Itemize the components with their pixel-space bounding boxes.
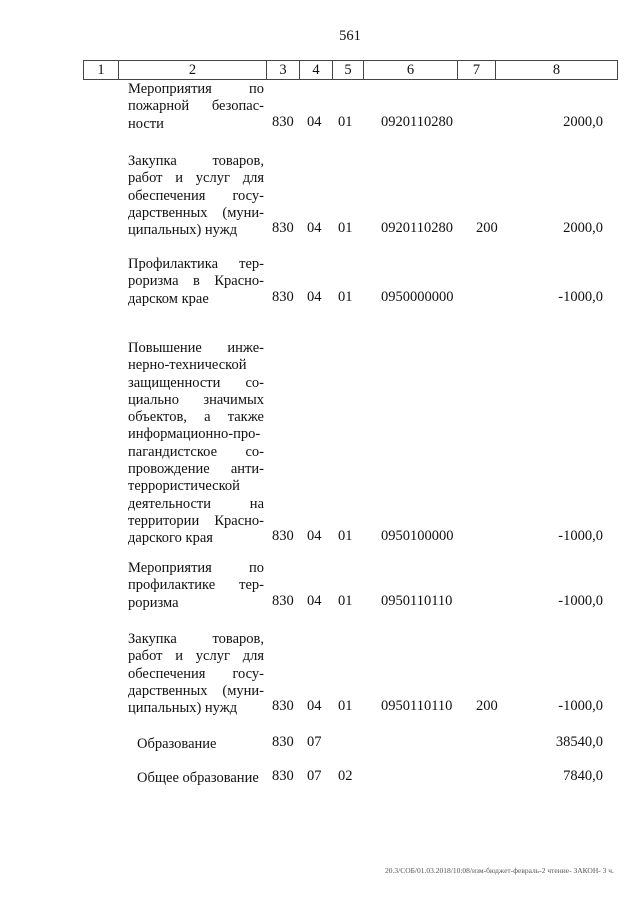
header-col-7: 7 [458,61,496,79]
cell-c6: 0920110280 [381,113,453,130]
description-line: Закупка товаров, [128,631,264,647]
description-line: обеспечения госу- [128,665,264,682]
header-col-2: 2 [119,61,267,79]
cell-c6: 0920110280 [381,220,453,237]
description-line: провождение анти- [128,461,264,478]
cell-c3: 830 [272,592,294,609]
description-line: нерно-технической [128,357,247,374]
header-col-1: 1 [84,61,119,79]
row-description [137,770,273,787]
cell-c5: 02 [338,768,353,784]
cell-c8: -1000,0 [558,592,603,609]
description-line: ности [128,115,164,132]
cell-c3: 830 [272,220,294,237]
cell-c6: 0950110110 [381,698,453,715]
description-line: ципальных) нужд [128,222,238,239]
cell-c5: 01 [338,288,353,305]
page-number: 561 [339,28,361,44]
cell-c5: 01 [338,528,353,545]
description-line: объектов, а также [128,409,264,426]
table-header [83,60,618,80]
description-line: работ и услуг для [128,170,264,187]
cell-c4: 04 [307,592,322,609]
cell-c8: -1000,0 [558,528,603,545]
row-description [128,81,264,133]
cell-c3: 830 [272,768,294,784]
description-line: дарском крае [128,290,209,307]
description-line: Профилактика тер- [128,256,264,272]
description-line: роризма в Красно- [128,273,264,290]
cell-c3: 830 [272,113,294,130]
cell-c4: 07 [307,734,322,750]
description-line: Образование [137,736,217,752]
cell-c6: 0950110110 [381,592,453,609]
cell-c4: 04 [307,220,322,237]
cell-c3: 830 [272,528,294,545]
row-description [128,256,264,308]
cell-c3: 830 [272,734,294,750]
description-line: дарственных (муни- [128,204,264,221]
header-col-3: 3 [267,61,300,79]
description-line: пожарной безопас- [128,98,264,115]
header-col-8: 8 [552,62,561,78]
cell-c3: 830 [272,698,294,715]
header-col-4: 4 [300,61,333,79]
description-line: работ и услуг для [128,648,264,665]
row-description [137,736,273,753]
description-line: Закупка товаров, [128,153,264,169]
row-description [128,153,264,239]
cell-c8: -1000,0 [558,698,603,715]
description-line: защищенности со- [128,374,264,391]
row-description [128,631,264,717]
description-line: Мероприятия по [128,560,264,576]
cell-c5: 01 [338,592,353,609]
cell-c4: 04 [307,113,322,130]
header-col-6: 6 [364,61,458,79]
cell-c4: 04 [307,288,322,305]
header-col-5: 5 [333,61,364,79]
description-line: пагандистское со- [128,443,264,460]
cell-c8: 2000,0 [563,220,603,237]
description-line: информационно-про- [128,426,261,443]
description-line: профилактике тер- [128,577,264,594]
cell-c4: 04 [307,698,322,715]
cell-c5: 01 [338,113,353,130]
cell-c6: 0950000000 [381,288,454,305]
description-line: территории Красно- [128,512,264,529]
description-line: ципальных) нужд [128,700,238,717]
cell-c4: 04 [307,528,322,545]
description-line: дарственных (муни- [128,682,264,699]
cell-c5: 01 [338,220,353,237]
cell-c5: 01 [338,698,353,715]
footer-stamp: 20.3/СОБ/01.03.2018/10:08/изм-бюджет-февраль-2 чтение- ЗАКОН- 3 ч. [385,866,614,875]
cell-c8: -1000,0 [558,288,603,305]
row-description [128,340,264,548]
cell-c7: 200 [476,220,498,237]
cell-c4: 07 [307,768,322,784]
description-line: Повышение инже- [128,340,264,356]
description-line: террористической [128,478,240,495]
row-description [128,560,264,612]
description-line: роризма [128,594,179,611]
cell-c8: 38540,0 [555,734,603,750]
description-line: циально значимых [128,391,264,408]
description-line: дарского края [128,530,213,547]
cell-c7: 200 [476,698,498,715]
cell-c6: 0950100000 [381,528,454,545]
description-line: обеспечения госу- [128,187,264,204]
description-line: деятельности на [128,495,264,512]
cell-c8: 2000,0 [563,113,603,130]
cell-c8: 7840,0 [563,768,603,784]
description-line: Общее образование [137,770,259,786]
cell-c3: 830 [272,288,294,305]
description-line: Мероприятия по [128,81,264,97]
